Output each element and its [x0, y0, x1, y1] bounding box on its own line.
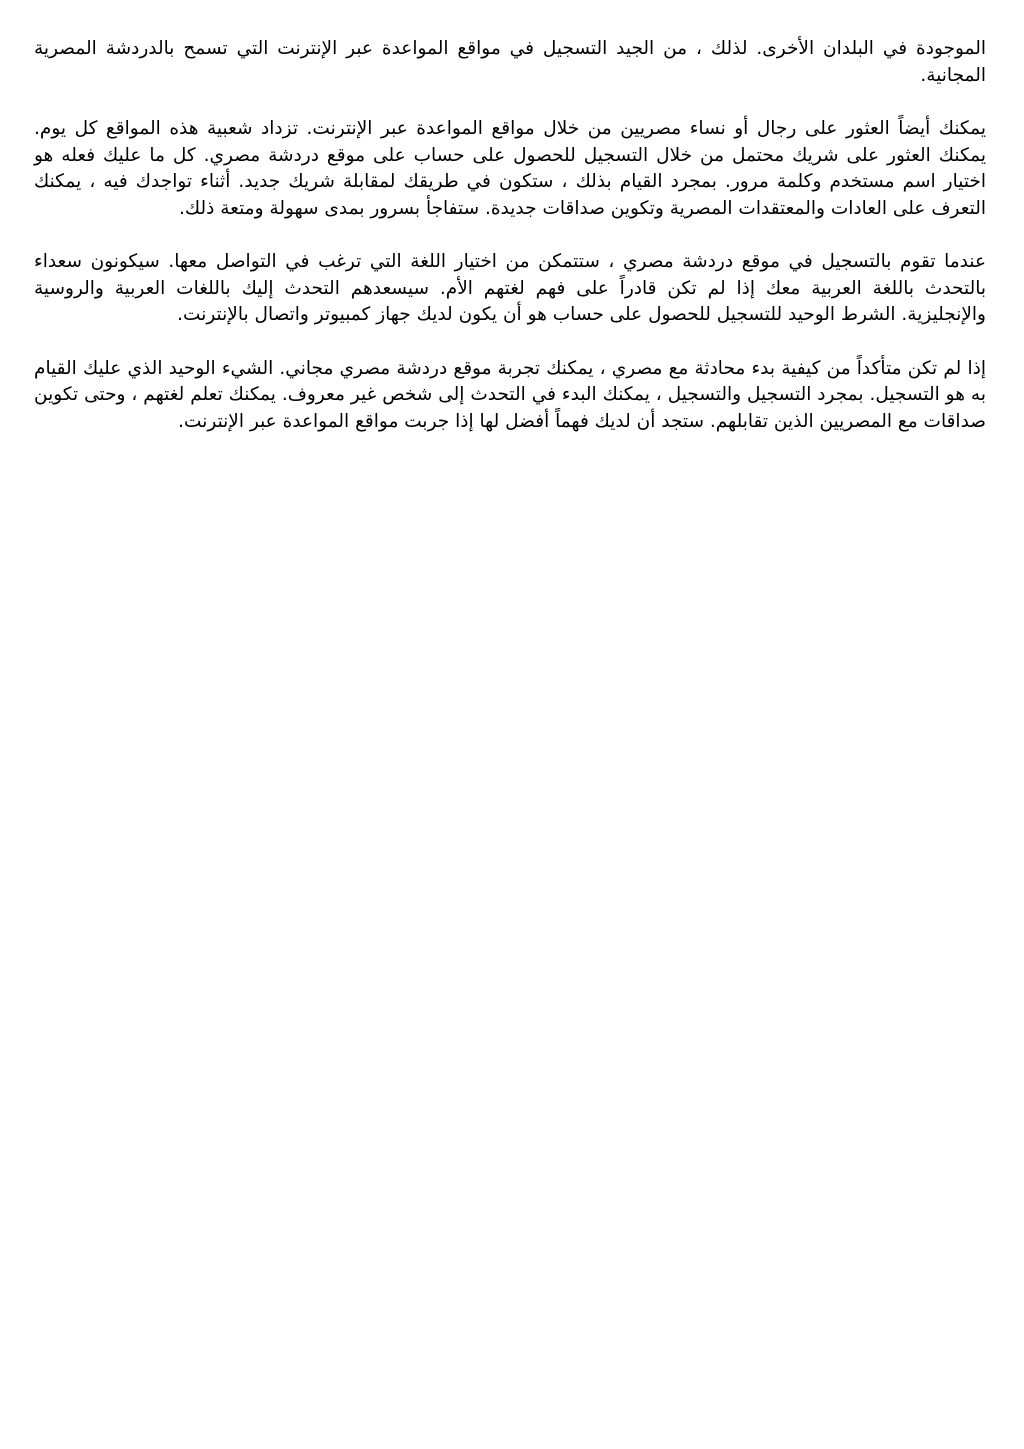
document-body: [34, 36, 986, 435]
paragraph-3: عندما تقوم بالتسجيل في موقع دردشة مصري ، ستتمكن من اختيار اللغة التي ترغب في التواصل معها. سيكونون سعداء بالتحدث باللغة العربية معك إذا لم تكن قادراً على فهم لغتهم الأم. سيسعدهم التحدث إليك باللغات العربية والروسية والإنجليزية. الشرط الوحيد للتسجيل للحصول على حساب هو أن يكون لديك جهاز كمبيوتر واتصال بالإنترنت.: [34, 251, 986, 325]
paragraph-4: إذا لم تكن متأكداً من كيفية بدء محادثة مع مصري ، يمكنك تجربة موقع دردشة مصري مجاني. الشيء الوحيد الذي عليك القيام به هو التسجيل. بمجرد التسجيل والتسجيل ، يمكنك البدء في التحدث إلى شخص غير معروف. يمكنك تعلم لغتهم ، وحتى تكوين صداقات مع المصريين الذين تقابلهم. ستجد أن لديك فهماً أفضل لها إذا جربت مواقع المواعدة عبر الإنترنت.: [34, 357, 986, 432]
paragraph-2: يمكنك أيضاً العثور على رجال أو نساء مصريين من خلال مواقع المواعدة عبر الإنترنت. تزداد شعبية هذه المواقع كل يوم. يمكنك العثور على شريك محتمل من خلال التسجيل للحصول على حساب على موقع دردشة مصري. كل ما عليك فعله هو اختيار اسم مستخدم وكلمة مرور. بمجرد القيام بذلك ، ستكون في طريقك لمقابلة شريك جديد. أثناء تواجدك فيه ، يمكنك التعرف على العادات والمعتقدات المصرية وتكوين صداقات جديدة. ستفاجأ بسرور بمدى سهولة ومتعة ذلك.: [34, 118, 986, 219]
paragraph-1: الموجودة في البلدان الأخرى. لذلك ، من الجيد التسجيل في مواقع المواعدة عبر الإنترنت التي تسمح بالدردشة المصرية المجانية.: [34, 38, 986, 86]
